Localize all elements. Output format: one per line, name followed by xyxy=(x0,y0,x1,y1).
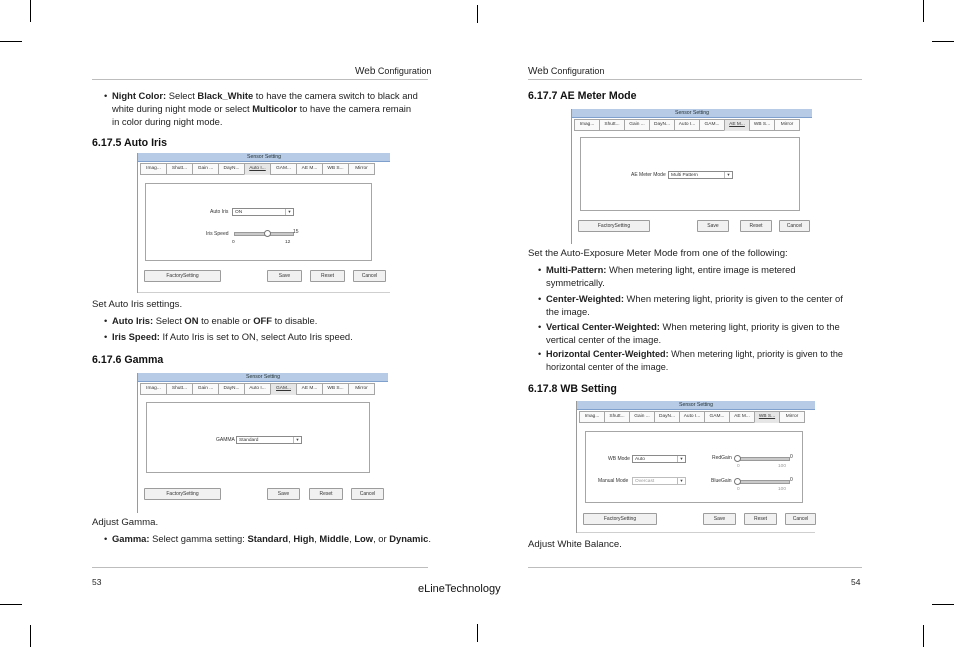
iris-speed-bullet: • Iris Speed: If Auto Iris is set to ON, select Auto Iris speed. xyxy=(104,331,353,342)
red-gain-slider[interactable] xyxy=(736,457,790,461)
text: Select xyxy=(153,315,185,326)
save-button[interactable]: Save xyxy=(267,270,302,282)
header-web: Web xyxy=(355,66,376,77)
tab-daynight[interactable]: DayN... xyxy=(218,163,244,175)
save-button[interactable]: Save xyxy=(267,488,300,500)
text: When metering light, priority is given to the xyxy=(659,321,840,332)
tab-gain[interactable]: Gain ... xyxy=(192,163,218,175)
tab-gamma[interactable]: GAM... xyxy=(270,163,296,175)
tab-mirror[interactable]: Mirror xyxy=(348,383,375,395)
option-dynamic: Dynamic xyxy=(389,533,429,544)
chevron-down-icon: ▼ xyxy=(677,456,685,462)
red-gain-min: 0 xyxy=(737,464,740,469)
manual-mode-label: Manual Mode xyxy=(598,478,629,484)
iris-speed-term: Iris Speed: xyxy=(112,331,160,342)
settings-panel xyxy=(580,137,800,211)
tab-shutter[interactable]: Shutt... xyxy=(166,163,192,175)
text: Select xyxy=(166,90,198,101)
auto-iris-dialog xyxy=(137,153,390,293)
ae-meter-mode-select[interactable] xyxy=(668,171,733,179)
option-on: ON xyxy=(184,315,199,326)
bullet-term: Horizontal Center-Weighted: xyxy=(546,349,669,359)
text: vertical center of the image. xyxy=(546,334,662,345)
tab-shutter[interactable]: Shutt... xyxy=(604,411,629,423)
wb-intro: Adjust White Balance. xyxy=(528,539,622,550)
gamma-bullet: • Gamma: Select gamma setting: Standard, High, Middle, Low, or Dynamic. xyxy=(104,533,431,544)
dialog-title: Sensor Setting xyxy=(572,109,812,118)
text: the image. xyxy=(546,306,590,317)
tab-auto-iris[interactable]: Auto I... xyxy=(244,383,270,395)
tab-image[interactable]: Imag... xyxy=(140,383,166,395)
slider-knob[interactable] xyxy=(734,478,741,485)
wb-mode-value: Auto xyxy=(635,457,645,462)
left-page-number: 53 xyxy=(92,577,102,587)
wb-setting-dialog xyxy=(576,401,815,533)
tab-wb-setting[interactable]: WB S... xyxy=(754,411,779,423)
text: to disable. xyxy=(271,315,318,326)
ae-bullet-multi-pattern: • Multi-Pattern: When metering light, entire image is metered symmetrically. xyxy=(538,263,863,289)
ae-meter-mode-label: AE Meter Mode xyxy=(631,172,666,178)
iris-speed-label: Iris Speed xyxy=(206,231,229,237)
footer-brand: eLineTechnology xyxy=(418,583,501,595)
tab-ae-meter[interactable]: AE M... xyxy=(729,411,754,423)
blue-gain-label: BlueGain xyxy=(711,478,732,484)
auto-iris-term: Auto Iris: xyxy=(112,315,154,326)
tab-gamma[interactable]: GAM... xyxy=(699,119,724,131)
settings-panel xyxy=(585,431,803,503)
tab-daynight[interactable]: DayN... xyxy=(654,411,679,423)
text: to have the camera remain xyxy=(296,103,412,114)
slider-knob[interactable] xyxy=(264,230,271,237)
gamma-dialog xyxy=(137,373,388,513)
tab-shutter[interactable]: Shutt... xyxy=(166,383,192,395)
text: . xyxy=(428,533,431,544)
settings-panel xyxy=(146,402,370,473)
blue-gain-min: 0 xyxy=(737,487,740,492)
save-button[interactable]: Save xyxy=(697,220,729,232)
factory-setting-button[interactable]: FactorySetting xyxy=(144,488,221,500)
reset-button[interactable]: Reset xyxy=(740,220,772,232)
crop-mark xyxy=(477,624,478,642)
cancel-button[interactable]: Cancel xyxy=(353,270,386,282)
tab-daynight[interactable]: DayN... xyxy=(649,119,674,131)
tab-image[interactable]: Imag... xyxy=(574,119,599,131)
crop-mark xyxy=(477,5,478,23)
tab-wb-setting[interactable]: WB S... xyxy=(322,163,348,175)
auto-iris-value: ON xyxy=(235,210,243,215)
left-page-header xyxy=(355,66,431,77)
tab-gamma[interactable]: GAM... xyxy=(270,383,296,395)
tab-auto-iris[interactable]: Auto I... xyxy=(674,119,699,131)
cancel-button[interactable]: Cancel xyxy=(351,488,384,500)
manual-mode-select[interactable] xyxy=(632,477,686,485)
tab-auto-iris[interactable]: Auto I... xyxy=(679,411,704,423)
crop-mark xyxy=(30,625,31,647)
bullet-term: Center-Weighted: xyxy=(546,293,624,304)
blue-gain-slider[interactable] xyxy=(736,480,790,484)
bullet-term: Vertical Center-Weighted: xyxy=(546,321,660,332)
dialog-bottom-border xyxy=(577,532,815,533)
text: symmetrically. xyxy=(546,277,605,288)
reset-button[interactable]: Reset xyxy=(744,513,777,525)
text: in color during night mode. xyxy=(112,116,223,127)
text: , xyxy=(349,533,355,544)
header-configuration: Configuration xyxy=(550,66,605,76)
tab-wb-setting[interactable]: WB S... xyxy=(322,383,348,395)
crop-mark xyxy=(0,41,22,42)
gamma-term: Gamma: xyxy=(112,533,150,544)
option-multicolor: Multicolor xyxy=(252,103,297,114)
wb-mode-label: WB Mode xyxy=(608,456,630,462)
text: If Auto Iris is set to ON, select Auto Iris speed. xyxy=(159,331,353,342)
tab-wb-setting[interactable]: WB S... xyxy=(749,119,774,131)
tab-gain[interactable]: Gain ... xyxy=(629,411,654,423)
text: Select gamma setting: xyxy=(149,533,248,544)
auto-iris-label: Auto Iris xyxy=(210,209,229,215)
blue-gain-value: 0 xyxy=(790,477,793,483)
crop-mark xyxy=(923,0,924,22)
night-color-term: Night Color: xyxy=(112,90,167,101)
chevron-down-icon: ▼ xyxy=(285,209,293,215)
dialog-bottom-border xyxy=(138,292,390,293)
night-color-bullet: • Night Color: Select Black_White to have the camera switch to black and white during night mode or select Multicolor to have the camera remain in color during night mode. xyxy=(104,90,418,127)
slider-knob[interactable] xyxy=(734,455,741,462)
chevron-down-icon: ▼ xyxy=(293,437,301,443)
section-ae-title: 6.17.7 AE Meter Mode xyxy=(528,90,637,102)
gamma-label: GAMMA xyxy=(216,437,235,443)
footer-rule xyxy=(92,567,428,568)
dialog-title: Sensor Setting xyxy=(577,401,815,410)
header-rule xyxy=(528,79,862,80)
header-web: Web xyxy=(528,66,549,77)
ae-meter-mode-value: Multi Pattern xyxy=(671,173,698,178)
ae-intro: Set the Auto-Exposure Meter Mode from one of the following: xyxy=(528,248,788,259)
crop-mark xyxy=(0,604,22,605)
blue-gain-max: 100 xyxy=(778,487,787,492)
tab-gain[interactable]: Gain ... xyxy=(192,383,218,395)
text: horizontal center of the image. xyxy=(546,362,669,372)
text: to have the camera switch to black and xyxy=(253,90,418,101)
option-low: Low xyxy=(354,533,374,544)
tab-bar xyxy=(574,119,800,131)
option-off: OFF xyxy=(253,315,272,326)
option-black-white: Black_White xyxy=(197,90,254,101)
ae-bullet-center-weighted: • Center-Weighted: When metering light, priority is given to the center of the image. xyxy=(538,292,863,318)
tab-mirror[interactable]: Mirror xyxy=(774,119,800,131)
text: , xyxy=(314,533,320,544)
slider-max: 12 xyxy=(285,240,291,245)
crop-mark xyxy=(932,41,954,42)
auto-iris-intro: Set Auto Iris settings. xyxy=(92,299,183,310)
reset-button[interactable]: Reset xyxy=(309,488,343,500)
text: When metering light, priority is given to the center of xyxy=(623,293,843,304)
save-button[interactable]: Save xyxy=(703,513,736,525)
tab-auto-iris[interactable]: Auto I... xyxy=(244,163,270,175)
manual-mode-value: Overcast xyxy=(635,479,655,484)
crop-mark xyxy=(923,625,924,647)
red-gain-label: RedGain xyxy=(712,455,732,461)
text: white during night mode or select xyxy=(112,103,253,114)
text: , xyxy=(288,533,294,544)
crop-mark xyxy=(932,604,954,605)
option-middle: Middle xyxy=(319,533,350,544)
factory-setting-button[interactable]: FactorySetting xyxy=(583,513,657,525)
footer-rule xyxy=(528,567,862,568)
header-rule xyxy=(92,79,428,80)
tab-mirror[interactable]: Mirror xyxy=(779,411,805,423)
wb-mode-select[interactable] xyxy=(632,455,686,463)
dialog-title: Sensor Setting xyxy=(138,153,390,162)
text: to enable or xyxy=(198,315,254,326)
section-wb-title: 6.17.8 WB Setting xyxy=(528,383,617,395)
gamma-select[interactable] xyxy=(236,436,302,444)
gamma-intro: Adjust Gamma. xyxy=(92,517,159,528)
tab-bar xyxy=(140,163,375,175)
tab-image[interactable]: Imag... xyxy=(140,163,166,175)
reset-button[interactable]: Reset xyxy=(310,270,345,282)
dialog-title: Sensor Setting xyxy=(138,373,388,382)
section-gamma-title: 6.17.6 Gamma xyxy=(92,354,164,366)
settings-panel xyxy=(145,183,372,261)
ae-meter-dialog xyxy=(571,109,812,244)
red-gain-value: 0 xyxy=(790,454,793,460)
option-standard: Standard xyxy=(247,533,289,544)
text: When metering light, priority is given to the xyxy=(668,349,843,359)
ae-bullet-vertical-center: • Vertical Center-Weighted: When metering light, priority is given to the vertical center of the image. xyxy=(538,320,863,346)
chevron-down-icon: ▼ xyxy=(677,478,685,484)
gamma-value: Standard xyxy=(239,438,259,443)
crop-mark xyxy=(30,0,31,22)
tab-ae-meter[interactable]: AE M... xyxy=(296,383,322,395)
tab-gain[interactable]: Gain ... xyxy=(624,119,649,131)
auto-iris-bullet: • Auto Iris: Select ON to enable or OFF to disable. xyxy=(104,315,318,326)
tab-ae-meter[interactable]: AE M... xyxy=(296,163,322,175)
section-auto-iris-title: 6.17.5 Auto Iris xyxy=(92,137,167,149)
red-gain-max: 100 xyxy=(778,464,787,469)
tab-gamma[interactable]: GAM... xyxy=(704,411,729,423)
cancel-button[interactable]: Cancel xyxy=(779,220,810,232)
option-high: High xyxy=(293,533,315,544)
factory-setting-button[interactable]: FactorySetting xyxy=(578,220,650,232)
tab-image[interactable]: Imag... xyxy=(579,411,604,423)
chevron-down-icon: ▼ xyxy=(724,172,732,178)
right-page-number: 54 xyxy=(851,577,861,587)
right-page-header xyxy=(528,66,604,77)
header-configuration: Configuration xyxy=(377,66,432,76)
bullet-term: Multi-Pattern: xyxy=(546,264,607,275)
ae-bullet-horizontal-center: • Horizontal Center-Weighted: When metering light, priority is given to the horizontal center of the image. xyxy=(538,348,868,374)
tab-bar xyxy=(140,383,375,395)
text: , or xyxy=(373,533,390,544)
cancel-button[interactable]: Cancel xyxy=(785,513,816,525)
tab-shutter[interactable]: Shutt... xyxy=(599,119,624,131)
tab-daynight[interactable]: DayN... xyxy=(218,383,244,395)
iris-speed-value: 15 xyxy=(293,229,299,235)
auto-iris-select[interactable] xyxy=(232,208,294,216)
slider-min: 0 xyxy=(232,240,235,245)
tab-bar xyxy=(579,411,805,423)
text: When metering light, entire image is metered xyxy=(606,264,796,275)
factory-setting-button[interactable]: FactorySetting xyxy=(144,270,221,282)
tab-ae-meter[interactable]: AE M... xyxy=(724,119,749,131)
tab-mirror[interactable]: Mirror xyxy=(348,163,375,175)
